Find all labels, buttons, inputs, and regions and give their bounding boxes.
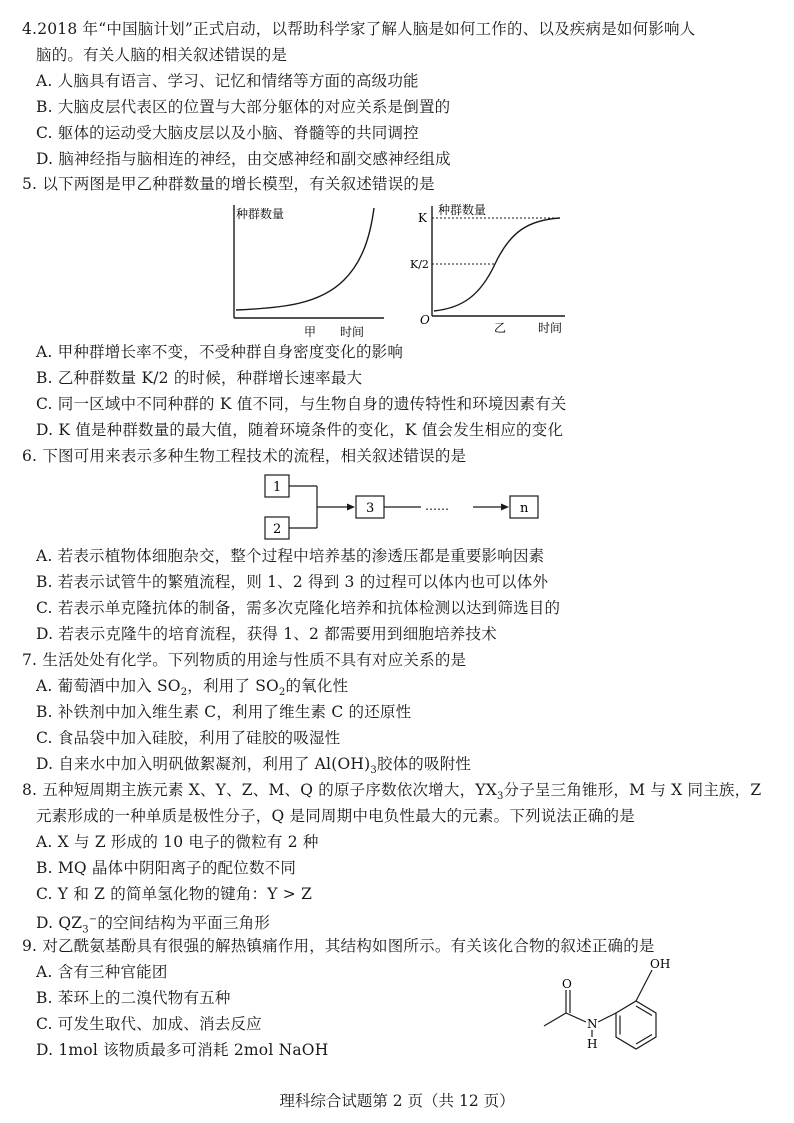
q7-option-b: B. 补铁剂中加入维生素 C，利用了维生素 C 的还原性: [36, 703, 412, 721]
q9-option-c: C. 可发生取代、加成、消去反应: [36, 1015, 262, 1033]
flow-dots: ……: [425, 499, 449, 513]
q5-option-c: C. 同一区域中不同种群的 K 值不同，与生物自身的遗传特性和环境因素有关: [36, 395, 567, 413]
acetaminophen-structure: [540, 956, 720, 1064]
q6-option-a: A. 若表示植物体细胞杂交，整个过程中培养基的渗透压都是重要影响因素: [36, 547, 545, 565]
q4-stem-line2: 脑的。有关人脑的相关叙述错误的是: [36, 46, 288, 64]
q9-option-d: D. 1mol 该物质最多可消耗 2mol NaOH: [36, 1041, 329, 1059]
q8-option-c: C. Y 和 Z 的简单氢化物的键角：Y > Z: [36, 885, 313, 903]
j-curve: [236, 208, 374, 310]
q8-option-a: A. X 与 Z 形成的 10 电子的微粒有 2 种: [36, 833, 319, 851]
q7-option-a: A. 葡萄酒中加入 $SO_2$，利用了 $SO_2$的氧化性: [36, 677, 349, 699]
q4-option-c: C. 躯体的运动受大脑皮层以及小脑、脊髓等的共同调控: [36, 124, 419, 142]
q6-stem: 6. 下图可用来表示多种生物工程技术的流程，相关叙述错误的是: [22, 447, 467, 465]
flow-box-3-label: 3: [366, 501, 375, 516]
q8-option-b: B. MQ 晶体中阴阳离子的配位数不同: [36, 859, 297, 877]
j-graph-ylabel: 种群数量: [236, 207, 285, 221]
s-graph-ylabel: 种群数量: [438, 203, 487, 217]
structure-bonds: [544, 970, 656, 1049]
q4-option-b: B. 大脑皮层代表区的位置与大部分躯体的对应关系是倒置的: [36, 98, 451, 116]
q5-stem: 5. 以下两图是甲乙种群数量的增长模型，有关叙述错误的是: [22, 175, 435, 193]
q6-option-c: C. 若表示单克隆抗体的制备，需多次克隆化培养和抗体检测以达到筛选目的: [36, 599, 561, 617]
flow-box-2-label: 2: [273, 522, 282, 537]
q7-option-d: D. 自来水中加入明矾做絮凝剂，利用了 $Al(OH)_3$胶体的吸附性: [36, 755, 472, 777]
n-ring-bond: [598, 1013, 616, 1022]
flow-box-1-label: 1: [273, 480, 282, 495]
q8-stem-line2: 元素形成的一种单质是极性分子，Q 是同周期中电负性最大的元素。下列说法正确的是: [36, 807, 635, 825]
q5-option-d: D. K 值是种群数量的最大值，随着环境条件的变化，K 值会发生相应的变化: [36, 421, 564, 439]
k2-label: K/2: [410, 258, 429, 271]
q4-option-d: D. 脑神经指与脑相连的神经，由交感神经和副交感神经组成: [36, 150, 451, 168]
population-j-curve-graph: [224, 200, 404, 349]
q7-option-c: C. 食品袋中加入硅胶，利用了硅胶的吸湿性: [36, 729, 341, 747]
hydroxyl-bond: [636, 970, 652, 1001]
q8-stem-line1: 8. 五种短周期主族元素 X、Y、Z、M、Q 的原子序数依次增大，$YX_3$分子呈三角锥形，M 与 X 同主族，Z: [22, 781, 762, 803]
carbonyl-o-label: O: [562, 977, 572, 991]
ring-double-bond-2: [636, 1035, 652, 1045]
k-label: K: [418, 211, 427, 225]
ring-double-bond-1: [636, 1006, 652, 1016]
q6-option-b: B. 若表示试管牛的繁殖流程，则 1、2 得到 3 的过程可以体内也可以体外: [36, 573, 549, 591]
q5-option-a: A. 甲种群增长率不变，不受种群自身密度变化的影响: [36, 343, 404, 361]
population-s-curve-graph: [410, 198, 580, 342]
q6-option-d: D. 若表示克隆牛的培育流程，获得 1、2 都需要用到细胞培养技术: [36, 625, 497, 643]
s-graph-xlabel: 时间: [538, 321, 563, 335]
flow-arrow-1-head: [347, 504, 355, 511]
q9-stem: 9. 对乙酰氨基酚具有很强的解热镇痛作用，其结构如图所示。有关该化合物的叙述正确的是: [22, 937, 655, 955]
n-label: N: [587, 1017, 598, 1031]
h-label: H: [587, 1037, 598, 1051]
j-graph-xlabel: 时间: [340, 325, 365, 339]
methyl-bond: [544, 1013, 566, 1026]
flow-box-n-label: n: [520, 501, 529, 516]
q8-option-d: D. $QZ_3^-$的空间结构为平面三角形: [36, 914, 271, 936]
page-footer: 理科综合试题第 2 页（共 12 页）: [279, 1092, 515, 1110]
flow-arrow-3-head: [501, 504, 509, 511]
q4-stem-line1: 4.2018 年“中国脑计划”正式启动，以帮助科学家了解人脑是如何工作的、以及疾病是如何影响人: [22, 20, 696, 38]
oh-label: OH: [650, 957, 671, 971]
q5-option-b: B. 乙种群数量 K/2 的时候，种群增长速率最大: [36, 369, 363, 387]
q9-option-a: A. 含有三种官能团: [36, 963, 168, 981]
j-graph-caption: 甲: [304, 325, 317, 339]
origin-label: O: [420, 313, 430, 327]
q7-stem: 7. 生活处处有化学。下列物质的用途与性质不具有对应关系的是: [22, 651, 467, 669]
flow-diagram: [255, 470, 555, 546]
q4-option-a: A. 人脑具有语言、学习、记忆和情绪等方面的高级功能: [36, 72, 419, 90]
q9-option-b: B. 苯环上的二溴代物有五种: [36, 989, 231, 1007]
benzene-ring: [616, 1001, 656, 1049]
amide-bond: [566, 1013, 586, 1022]
s-graph-caption: 乙: [494, 321, 507, 335]
